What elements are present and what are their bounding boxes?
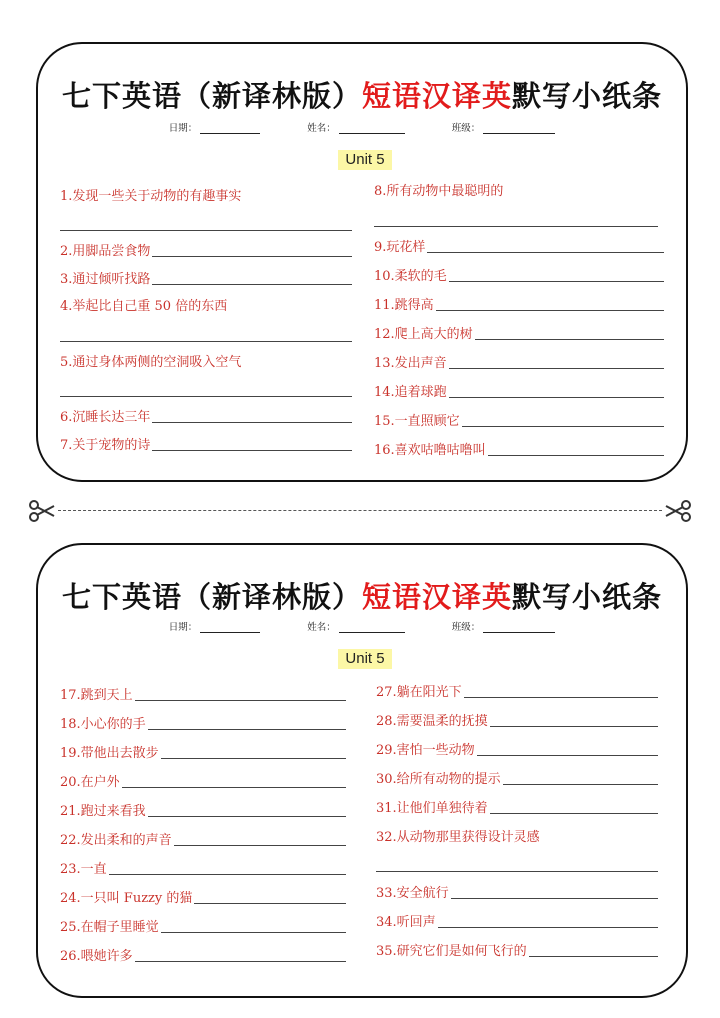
phrase-item[interactable]: 14.追着球跑 (374, 382, 664, 400)
phrase-item[interactable]: 24.一只叫 Fuzzy 的猫 (60, 888, 346, 906)
phrase-item[interactable]: 25.在帽子里睡觉 (60, 917, 346, 935)
scissors-icon (28, 497, 56, 525)
phrase-item[interactable]: 26.喂她许多 (60, 946, 346, 964)
phrase-item: 8.所有动物中最聪明的 (374, 184, 504, 199)
class-field[interactable]: 班级： (452, 619, 556, 633)
phrase-item: 4.举起比自己重 50 倍的东西 (60, 299, 228, 314)
phrase-item[interactable]: 30.给所有动物的提示 (376, 769, 658, 787)
phrase-item[interactable]: 18.小心你的手 (60, 714, 346, 732)
phrase-item[interactable]: 16.喜欢咕噜咕噜叫 (374, 440, 664, 458)
answer-line[interactable] (60, 341, 352, 342)
phrase-item: 5.通过身体两侧的空洞吸入空气 (60, 355, 242, 370)
phrase-item[interactable]: 27.躺在阳光下 (376, 682, 658, 700)
phrase-item[interactable]: 2.用脚品尝食物 (60, 241, 352, 259)
phrase-item[interactable]: 19.带他出去散步 (60, 743, 346, 761)
worksheet-card-2 (36, 543, 688, 998)
answer-line[interactable] (376, 871, 658, 872)
phrase-item[interactable]: 10.柔软的毛 (374, 266, 664, 284)
phrase-item[interactable]: 12.爬上高大的树 (374, 324, 664, 342)
phrase-item[interactable]: 7.关于宠物的诗 (60, 435, 352, 453)
unit-badge: Unit 5 (338, 649, 392, 669)
answer-line[interactable] (60, 396, 352, 397)
phrase-item[interactable]: 35.研究它们是如何飞行的 (376, 941, 658, 959)
phrase-item[interactable]: 33.安全航行 (376, 883, 658, 901)
info-row (38, 619, 686, 633)
info-row (38, 120, 686, 134)
phrase-item[interactable]: 17.跳到天上 (60, 685, 346, 703)
phrase-item[interactable]: 13.发出声音 (374, 353, 664, 371)
phrase-item[interactable]: 28.需要温柔的抚摸 (376, 711, 658, 729)
class-field[interactable]: 班级： (452, 120, 556, 134)
name-field[interactable]: 姓名： (307, 120, 405, 134)
cut-line (58, 510, 662, 511)
date-field[interactable]: 日期： (169, 120, 261, 134)
phrase-item[interactable]: 9.玩花样 (374, 237, 664, 255)
phrase-item[interactable]: 31.让他们单独待着 (376, 798, 658, 816)
answer-line[interactable] (60, 230, 352, 231)
date-field[interactable]: 日期： (169, 619, 261, 633)
scissors-icon (664, 497, 692, 525)
phrase-item[interactable]: 29.害怕一些动物 (376, 740, 658, 758)
unit-badge: Unit 5 (338, 150, 392, 170)
card-title: 七下英语（新译林版）短语汉译英默写小纸条 (61, 79, 663, 113)
phrase-item: 32.从动物那里获得设计灵感 (376, 830, 540, 845)
phrase-item[interactable]: 34.听回声 (376, 912, 658, 930)
phrase-item[interactable]: 20.在户外 (60, 772, 346, 790)
card-title: 七下英语（新译林版）短语汉译英默写小纸条 (61, 580, 663, 614)
phrase-item[interactable]: 15.一直照顾它 (374, 411, 664, 429)
phrase-item[interactable]: 21.跑过来看我 (60, 801, 346, 819)
phrase-item[interactable]: 6.沉睡长达三年 (60, 407, 352, 425)
worksheet-card-1 (36, 42, 688, 482)
name-field[interactable]: 姓名： (307, 619, 405, 633)
phrase-item[interactable]: 11.跳得高 (374, 295, 664, 313)
phrase-item: 1.发现一些关于动物的有趣事实 (60, 189, 242, 204)
phrase-item[interactable]: 23.一直 (60, 859, 346, 877)
answer-line[interactable] (374, 226, 658, 227)
phrase-item[interactable]: 3.通过倾听找路 (60, 269, 352, 287)
phrase-item[interactable]: 22.发出柔和的声音 (60, 830, 346, 848)
